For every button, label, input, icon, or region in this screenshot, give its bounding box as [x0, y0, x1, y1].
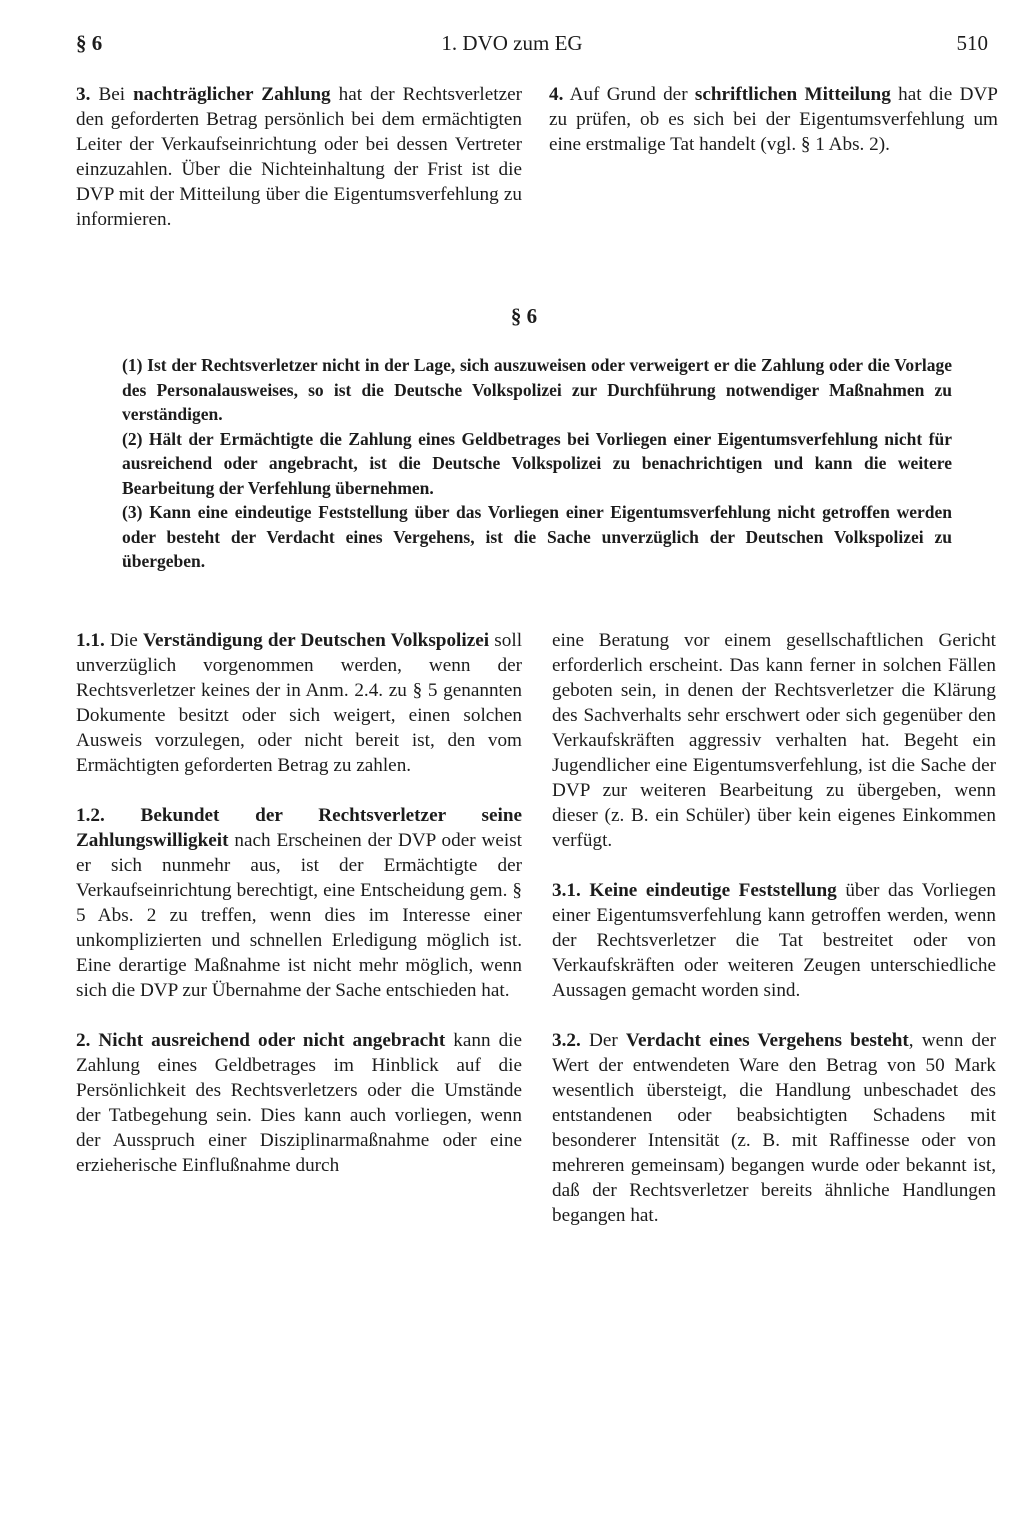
note-1-1: [76, 628, 522, 778]
note-keyword: Keine eindeutige Feststellung: [589, 880, 837, 901]
note-number: 3.: [76, 84, 91, 105]
commentary-right-column: [552, 628, 996, 1228]
note-1-2: [76, 803, 522, 1003]
law-text-block: [122, 353, 952, 574]
section-heading: § 6: [510, 304, 538, 328]
note-keyword: Nicht ausreichend oder nicht angebracht: [98, 1030, 446, 1051]
commentary-left-column: [76, 628, 522, 1178]
note-number: 2.: [76, 1030, 91, 1051]
note-number: 1.1.: [76, 630, 105, 651]
note-3-1: [552, 878, 996, 1003]
note-keyword: Bekundet der Rechtsverletzer seine Zahlungswilligkeit: [76, 805, 523, 851]
note-2: [76, 1028, 522, 1178]
note-3-paragraph: [76, 82, 522, 232]
note-2-continued: eine Beratung vor einem gesellschaftlichen Gericht erforderlich erscheint. Das kann ferner in solchen Fällen geboten sein, in denen der Rechtsverletzer die Klärung des Sachverhalts sehr erschwert oder sich gegenüber den Verkaufskräften aggressiv verhalten hat. Begeht ein Jugendlicher eine Eigentumsverfehlung, ist die Sache der DVP zur weiteren Bearbeitung zu übergeben, wenn dieser (z. B. ein Schüler) über kein eigenes Einkommen verfügt.: [552, 630, 996, 851]
note-number: 3.2.: [552, 1030, 581, 1051]
law-subsection-3: (3) Kann eine eindeutige Feststellung über das Vorliegen einer Eigentumsverfehlung nicht getroffen werden oder besteht der Verdacht eines Vergehens, ist die Sache unverzüglich der Deutschen Volkspolizei zu übergeben.: [122, 502, 952, 571]
note-keyword: schriftlichen Mitteilung: [694, 84, 891, 105]
note-text: hat der Rechtsverletzer den geforderten Betrag persönlich bei dem ermächtigten Leiter der Verkaufseinrichtung oder bei dessen Vertreter einzuzahlen. Über die Nichteinhaltung der Frist ist die DVP mit der Mitteilung über die Eigentumsverfehlung zu informieren.: [76, 84, 523, 230]
note-lead: Der: [588, 1030, 618, 1051]
running-head-title: 1. DVO zum EG: [441, 31, 583, 55]
running-head-section: § 6: [76, 31, 103, 55]
note-text: soll unverzüglich vorgenommen werden, wenn der Rechtsverletzer keines der in Anm. 2.4. zu § 5 genannten Dokumente besitzt oder sich weigert, einen solchen Ausweis vorzulegen, oder nicht bereit ist, den vom Ermächtigten geforderten Betrag zu zahlen.: [76, 630, 523, 776]
law-subsection-1: (1) Ist der Rechtsverletzer nicht in der Lage, sich auszuweisen oder verweigert er die Zahlung oder die Vorlage des Personalausweises, so ist die Deutsche Volkspolizei zur Durchführung notwendiger Maßnahmen zu verständigen.: [122, 355, 952, 424]
note-lead: Die: [110, 630, 138, 651]
page-number: 510: [956, 31, 988, 55]
note-keyword: nachträglicher Zahlung: [133, 84, 331, 105]
note-lead: Auf Grund der: [569, 84, 688, 105]
note-number: 1.2.: [76, 805, 105, 826]
note-keyword: Verständigung der Deutschen Volkspolizei: [142, 630, 490, 651]
law-subsection-2: (2) Hält der Ermächtigte die Zahlung eines Geldbetrages bei Vorliegen einer Eigentumsverfehlung nicht für ausreichend oder angebracht, ist die Deutsche Volkspolizei zu benachrichtigen und kann die weitere Bearbeitung der Verfehlung übernehmen.: [122, 428, 952, 498]
note-text: über das Vorliegen einer Eigentumsverfehlung kann getroffen werden, wenn der Rechtsverletzer die Tat bestreitet oder von Verkaufskräften oder weiteren Zeugen unterschiedliche Aussagen gemacht worden sind.: [552, 880, 997, 1001]
note-keyword: Verdacht eines Vergehens besteht: [625, 1030, 909, 1051]
note-lead: Bei: [98, 84, 126, 105]
note-number: 3.1.: [552, 880, 581, 901]
note-text: kann die Zahlung eines Geldbetrages im Hinblick auf die Persönlichkeit des Rechtsverletzers oder die Umstände der Tatbegehung sein. Dies kann auch vorliegen, wenn der Ausspruch einer Disziplinarmaßnahme oder eine erzieherische Einflußnahme durch: [76, 1030, 523, 1176]
note-3-2: 3.2. Der Verdacht eines Vergehens besteht, wenn der Wert der entwendeten Ware den Betrag von 50 Mark wesentlich übersteigt, die Handlung unbeschadet des entstandenen oder beabsichtigten Schadens mit besonderer Intensität (z. B. mit Raffinesse oder von mehreren gemeinsam) begangen wurde oder bekannt ist, daß der Rechtsverletzer bereits ähnliche Handlungen begangen hat.: [552, 1030, 997, 1226]
note-text: hat die DVP zu prüfen, ob es sich bei der Eigentumsverfehlung um eine erstmalige Tat handelt (vgl. § 1 Abs. 2).: [549, 84, 998, 155]
note-number: 4.: [549, 84, 564, 105]
note-text: nach Erscheinen der DVP oder weist er sich nunmehr aus, ist der Ermächtigte der Verkaufseinrichtung berechtigt, eine Entscheidung gem. § 5 Abs. 2 zu treffen, wenn dies im Interesse einer unkomplizierten und schnellen Erledigung möglich ist. Eine derartige Maßnahme ist nicht mehr möglich, wenn sich die DVP zur Übernahme der Sache entschieden hat.: [76, 830, 523, 1001]
note-text: wenn der Wert der entwendeten Ware den Betrag von 50 Mark wesentlich übersteigt, die Handlung unbeschadet des entstandenen oder beabsichtigten Schadens mit besonderer Intensität (z. B. mit Raffinesse oder von mehreren gemeinsam) begangen wurde oder bekannt ist, daß der Rechtsverletzer bereits ähnliche Handlungen begangen hat.: [552, 1030, 997, 1226]
note-4-paragraph: [549, 82, 998, 157]
